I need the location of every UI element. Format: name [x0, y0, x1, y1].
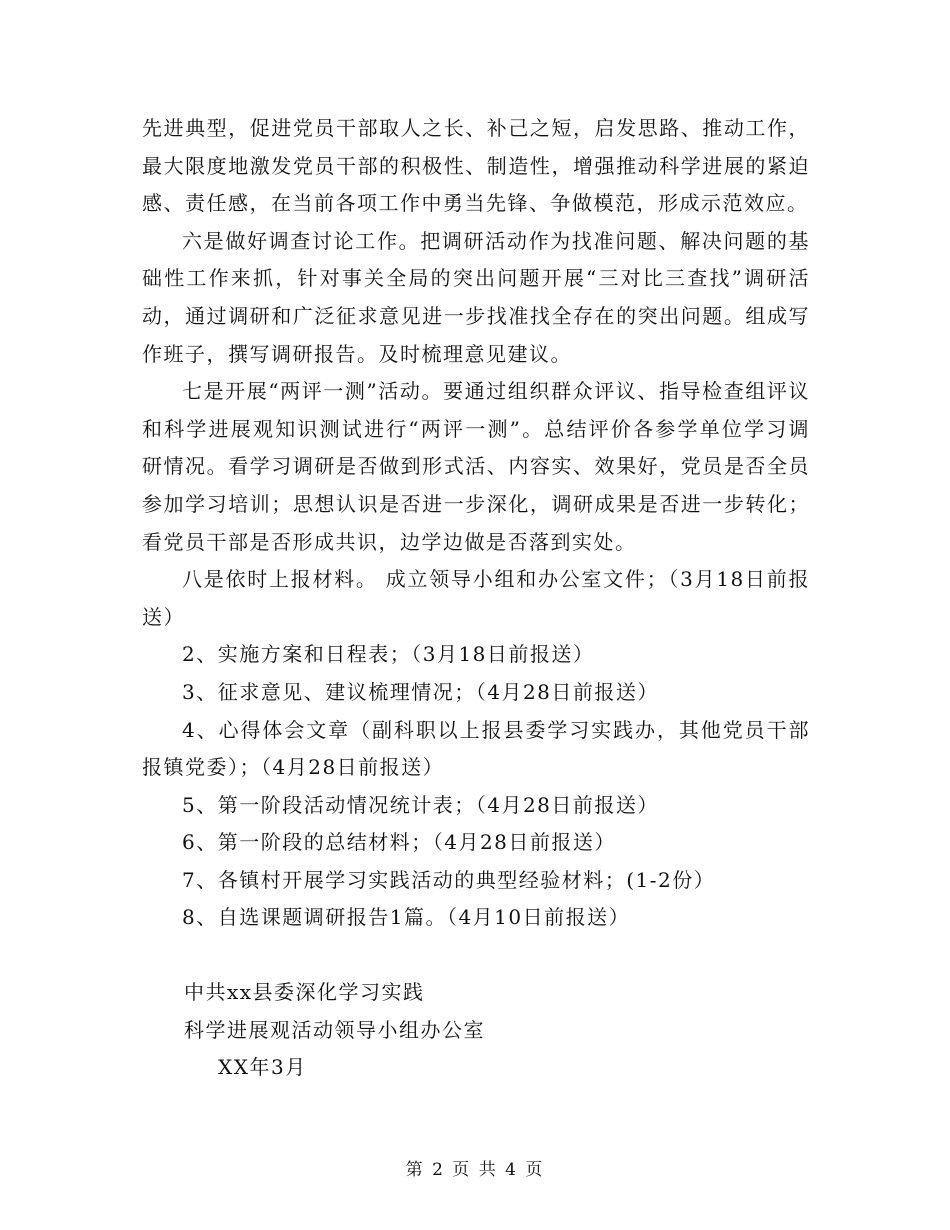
signature-organization: 中共xx县委深化学习实践 [184, 980, 425, 1005]
paragraph-two-reviews: 七是开展“两评一测”活动。要通过组织群众评议、指导检查组评议和科学进展观知识测试进行“两评一测”。总结评价各参学单位学习调研情况。看学习调研是否做到形式活、内容实、效果好，党员是否全员参加学习培训；思想认识是否进一步深化，调研成果是否进一步转化；看党员干部是否形成共识，边学边做是否落到实处。 [142, 379, 810, 554]
list-item: 4、心得体会文章（副科职以上报县委学习实践办，其他党员干部报镇党委）；（4月28日前报送） [142, 717, 810, 780]
paragraph-report-materials: 八是依时上报材料。 成立领导小组和办公室文件；（3月18日前报送） [142, 567, 810, 629]
list-item: 8、自选课题调研报告1篇。（4月10日前报送） [182, 905, 631, 930]
list-item: 3、征求意见、建议梳理情况；（4月28日前报送） [182, 679, 659, 704]
spacer [142, 937, 810, 974]
document-body [142, 110, 810, 1087]
list-item: 7、各镇村开展学习实践活动的典型经验材料；(1-2份） [182, 867, 716, 892]
list-item: 2、实施方案和日程表；（3月18日前报送） [182, 642, 595, 667]
list-item: 5、第一阶段活动情况统计表；（4月28日前报送） [182, 792, 659, 817]
page-number-footer: 第 2 页 共 4 页 [405, 1160, 545, 1180]
signature-date: XX年3月 [218, 1055, 307, 1080]
paragraph-research: 六是做好调查讨论工作。把调研活动作为找准问题、解决问题的基础性工作来抓，针对事关全局的突出问题开展“三对比三查找”调研活动，通过调研和广泛征求意见进一步找准找全存在的突出问题。组成写作班子，撰写调研报告。及时梳理意见建议。 [142, 228, 810, 366]
paragraph-typical-examples: 先进典型，促进党员干部取人之长、补己之短，启发思路、推动工作，最大限度地激发党员干部的积极性、制造性，增强推动科学进展的紧迫感、责任感，在当前各项工作中勇当先锋、争做模范，形成示范效应。 [142, 116, 810, 216]
list-item: 6、第一阶段的总结材料；（4月28日前报送） [182, 830, 616, 855]
signature-office: 科学进展观活动领导小组办公室 [184, 1017, 485, 1042]
